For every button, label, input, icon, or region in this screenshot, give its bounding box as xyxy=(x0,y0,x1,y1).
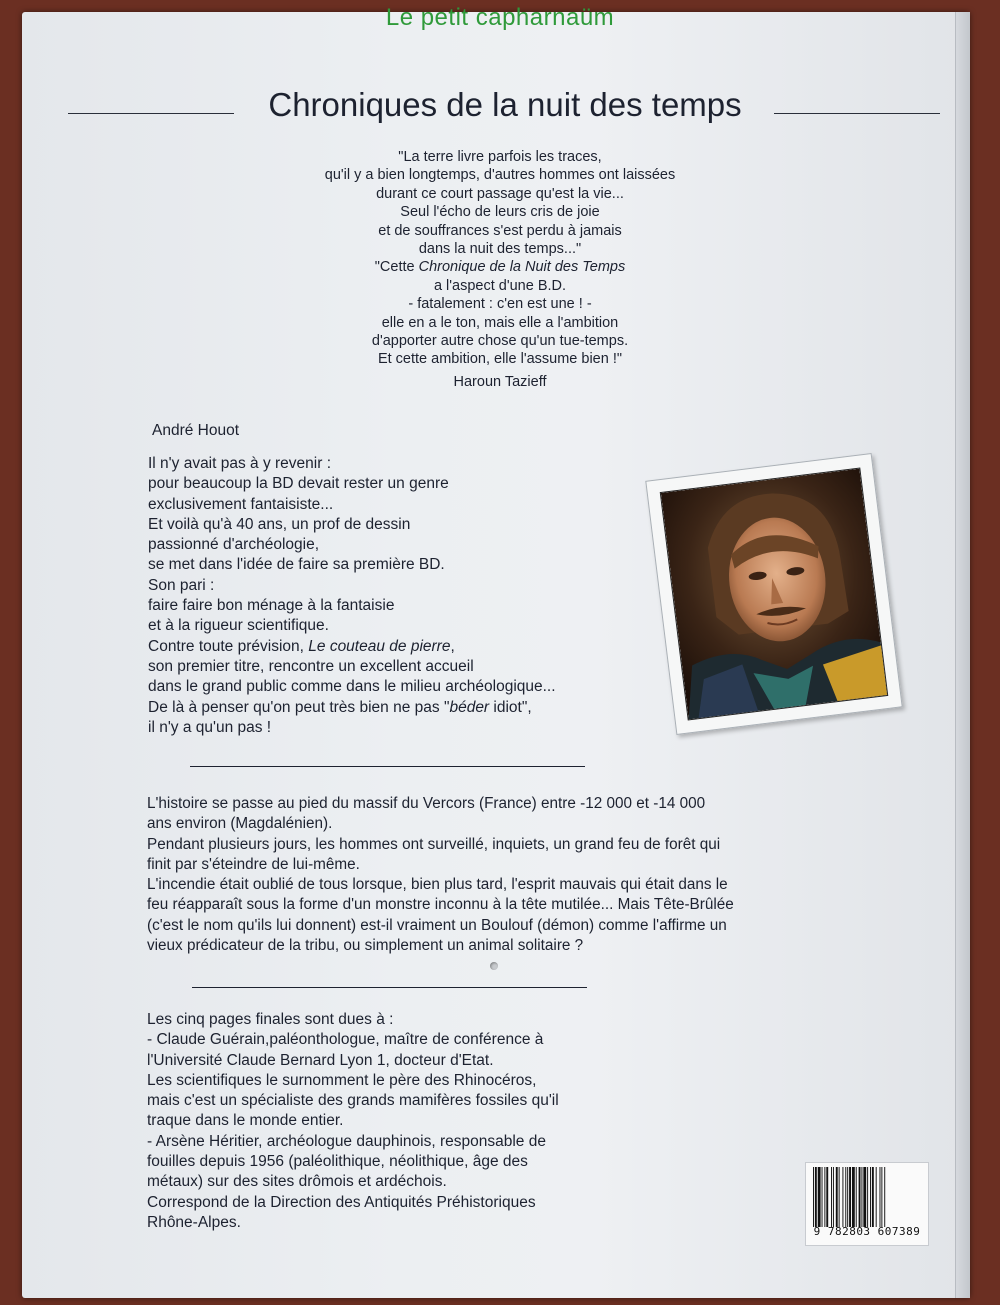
bio-line: Son pari : xyxy=(148,576,215,594)
quote-block xyxy=(290,148,710,391)
barcode-bars xyxy=(812,1167,922,1227)
bio-italic-title: Le couteau de pierre xyxy=(308,637,451,655)
bio-text: , xyxy=(450,637,455,655)
isbn-barcode xyxy=(805,1162,929,1246)
bio-line: Et voilà qu'à 40 ans, un prof de dessin xyxy=(148,515,411,533)
credits-line: - Arsène Héritier, archéologue dauphinois, responsable de xyxy=(147,1132,546,1150)
quote-line: a l'aspect d'une B.D. xyxy=(433,277,567,294)
bio-line xyxy=(148,698,556,718)
cover-edge xyxy=(955,12,970,1298)
quote-text: "Cette xyxy=(374,259,419,276)
barcode-bar xyxy=(833,1167,834,1227)
story-line: finit par s'éteindre de lui-même. xyxy=(147,855,360,873)
quote-line: et de souffrances s'est perdu à jamais xyxy=(378,222,622,239)
barcode-bar xyxy=(818,1167,821,1227)
credits-line: Correspond de la Direction des Antiquités Préhistoriques xyxy=(147,1193,536,1211)
barcode-bar xyxy=(839,1167,840,1227)
barcode-bar xyxy=(831,1167,832,1227)
barcode-bar xyxy=(880,1167,881,1227)
story-block xyxy=(147,794,734,956)
credits-line: Les scientifiques le surnomment le père des Rhinocéros, xyxy=(147,1071,537,1089)
author-portrait-image xyxy=(661,469,887,720)
credits-block xyxy=(147,1010,559,1233)
quote-line: dans la nuit des temps..." xyxy=(418,241,582,258)
credits-line: traque dans le monde entier. xyxy=(147,1112,344,1130)
barcode-bar xyxy=(872,1167,874,1227)
quote-line: d'apporter autre chose qu'un tue-temps. xyxy=(371,333,629,350)
quote-line xyxy=(290,258,710,276)
story-line: L'incendie était oublié de tous lorsque, bien plus tard, l'esprit mauvais qui était dans le xyxy=(147,876,728,894)
title-row xyxy=(68,86,940,134)
story-line: Pendant plusieurs jours, les hommes ont surveillé, inquiets, un grand feu de forêt qui xyxy=(147,835,721,853)
page-title: Chroniques de la nuit des temps xyxy=(268,86,742,123)
barcode-bar xyxy=(852,1167,855,1227)
bio-block xyxy=(148,454,556,738)
divider xyxy=(192,987,587,988)
quote-line: elle en a le ton, mais elle a l'ambition xyxy=(381,314,619,331)
quote-line: "La terre livre parfois les traces, xyxy=(398,149,602,165)
bio-line: dans le grand public comme dans le milieu archéologique... xyxy=(148,678,556,696)
bio-line xyxy=(148,637,556,657)
author-name: André Houot xyxy=(152,422,240,439)
barcode-bar xyxy=(836,1167,838,1227)
watermark: Le petit capharnaüm xyxy=(385,4,615,31)
credits-line: Les cinq pages finales sont dues à : xyxy=(147,1011,394,1028)
story-line: vieux prédicateur de la tribu, ou simplement un animal solitaire ? xyxy=(147,937,584,955)
author-photo-frame xyxy=(645,453,902,735)
barcode-bar xyxy=(845,1167,846,1227)
bio-line: Il n'y avait pas à y revenir : xyxy=(148,455,332,472)
quote-author: Haroun Tazieff xyxy=(453,373,547,390)
barcode-bar xyxy=(856,1167,857,1227)
bio-line: se met dans l'idée de faire sa première BD. xyxy=(148,556,445,574)
barcode-bar xyxy=(826,1167,828,1227)
barcode-bar xyxy=(859,1167,861,1227)
credits-line: mais c'est un spécialiste des grands mamifères fossiles qu'il xyxy=(147,1092,559,1110)
quote-line: - fatalement : c'en est une ! - xyxy=(408,296,592,313)
author-photo xyxy=(660,468,889,721)
barcode-bar xyxy=(815,1167,817,1227)
bio-text: De là à penser qu'on peut très bien ne pas " xyxy=(148,698,450,716)
bio-text: idiot", xyxy=(489,698,532,716)
story-line: ans environ (Magdalénien). xyxy=(147,815,333,833)
bio-line: exclusivement fantaisiste... xyxy=(148,495,334,513)
barcode-bar xyxy=(849,1167,851,1227)
barcode-bar xyxy=(881,1167,882,1227)
credits-line: l'Université Claude Bernard Lyon 1, docteur d'Etat. xyxy=(147,1051,494,1069)
barcode-bar xyxy=(822,1167,823,1227)
barcode-bar xyxy=(884,1167,885,1227)
bio-line: son premier titre, rencontre un excellent accueil xyxy=(148,657,474,675)
credits-line: Rhône-Alpes. xyxy=(147,1213,241,1231)
barcode-bar xyxy=(824,1167,825,1227)
title-rule-left xyxy=(68,113,234,114)
credits-line: fouilles depuis 1956 (paléolithique, néolithique, âge des xyxy=(147,1153,528,1171)
title-rule-right xyxy=(774,113,940,114)
divider xyxy=(190,766,585,767)
bio-line: faire faire bon ménage à la fantaisie xyxy=(148,597,395,615)
bio-line: passionné d'archéologie, xyxy=(148,536,319,554)
credits-line: - Claude Guérain,paléonthologue, maître de conférence à xyxy=(147,1031,544,1049)
barcode-bar xyxy=(861,1167,862,1227)
isbn-number: 9 782803 607389 xyxy=(813,1225,921,1238)
barcode-bar xyxy=(813,1167,814,1227)
quote-line: Et cette ambition, elle l'assume bien !" xyxy=(377,351,623,368)
quote-italic-title: Chronique de la Nuit des Temps xyxy=(418,259,626,276)
story-line: L'histoire se passe au pied du massif du Vercors (France) entre -12 000 et -14 000 xyxy=(147,795,706,812)
barcode-bar xyxy=(876,1167,877,1227)
punch-hole xyxy=(490,962,498,970)
barcode-bar xyxy=(863,1167,866,1227)
story-line: (c'est le nom qu'ils lui donnent) est-il vraiment un Boulouf (démon) comme l'affirme un xyxy=(147,916,727,934)
story-line: feu réapparaît sous la forme d'un monstre inconnu à la tête mutilée... Mais Tête-Brûlée xyxy=(147,896,734,914)
barcode-bar xyxy=(867,1167,868,1227)
barcode-bar xyxy=(870,1167,871,1227)
credits-line: métaux) sur des sites drômois et ardéchois. xyxy=(147,1173,447,1191)
bio-line: et à la rigueur scientifique. xyxy=(148,617,329,635)
bio-text: Contre toute prévision, xyxy=(148,637,309,655)
quote-line: qu'il y a bien longtemps, d'autres hommes ont laissées xyxy=(324,167,676,184)
bio-line: pour beaucoup la BD devait rester un genre xyxy=(148,475,449,493)
barcode-bar xyxy=(842,1167,843,1227)
bio-italic-word: béder xyxy=(449,698,490,716)
bio-line: il n'y a qu'un pas ! xyxy=(148,718,272,736)
quote-line: Seul l'écho de leurs cris de joie xyxy=(400,204,600,221)
quote-line: durant ce court passage qu'est la vie... xyxy=(376,185,624,202)
barcode-bar xyxy=(847,1167,848,1227)
